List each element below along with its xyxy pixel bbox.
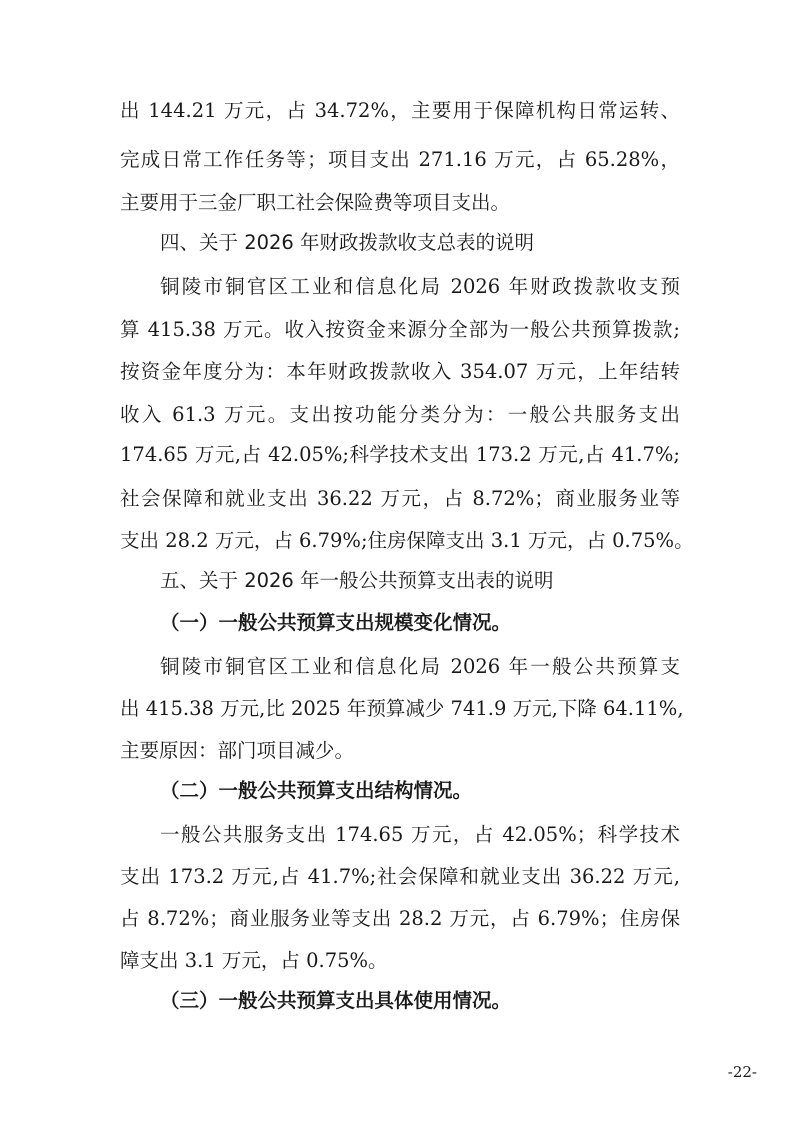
paragraph-line: 出 415.38 万元,比 2025 年预算减少 741.9 万元,下降 64.11%, — [120, 697, 684, 720]
paragraph-line: 铜陵市铜官区工业和信息化局 2026 年一般公共预算支 — [160, 655, 680, 678]
paragraph-line: 一般公共服务支出 174.65 万元，占 42.05%；科学技术 — [160, 823, 680, 846]
paragraph-line: 主要用于三金厂职工社会保险费等项目支出。 — [120, 191, 511, 214]
subsection-heading: （三）一般公共预算支出具体使用情况。 — [160, 989, 512, 1012]
paragraph-line: 障支出 3.1 万元，占 0.75%。 — [120, 949, 388, 972]
paragraph-line: 算 415.38 万元。收入按资金来源分全部为一般公共预算拨款; — [120, 318, 680, 341]
paragraph-line: 铜陵市铜官区工业和信息化局 2026 年财政拨款收支预 — [160, 275, 680, 298]
page-number: -22- — [727, 1063, 757, 1081]
subsection-heading: （二）一般公共预算支出结构情况。 — [160, 779, 473, 802]
paragraph-line: 占 8.72%；商业服务业等支出 28.2 万元，占 6.79%；住房保 — [120, 907, 680, 930]
paragraph-line: 主要原因：部门项目减少。 — [120, 739, 355, 762]
paragraph-line: 出 144.21 万元，占 34.72%，主要用于保障机构日常运转、 — [120, 99, 680, 122]
paragraph-line: 支出 28.2 万元，占 6.79%;住房保障支出 3.1 万元，占 0.75%。 — [120, 529, 694, 552]
subsection-heading: （一）一般公共预算支出规模变化情况。 — [160, 611, 512, 634]
paragraph-line: 完成日常工作任务等；项目支出 271.16 万元，占 65.28%， — [120, 148, 680, 171]
paragraph-line: 按资金年度分为：本年财政拨款收入 354.07 万元，上年结转 — [120, 360, 680, 383]
section-heading: 四、关于 2026 年财政拨款收支总表的说明 — [160, 231, 535, 254]
paragraph-line: 174.65 万元,占 42.05%;科学技术支出 173.2 万元,占 41.7%; — [120, 443, 680, 466]
paragraph-line: 收入 61.3 万元。支出按功能分类分为：一般公共服务支出 — [120, 403, 680, 426]
paragraph-line: 支出 173.2 万元,占 41.7%;社会保障和就业支出 36.22 万元, — [120, 865, 680, 888]
section-heading: 五、关于 2026 年一般公共预算支出表的说明 — [160, 569, 554, 592]
paragraph-line: 社会保障和就业支出 36.22 万元，占 8.72%；商业服务业等 — [120, 487, 680, 510]
